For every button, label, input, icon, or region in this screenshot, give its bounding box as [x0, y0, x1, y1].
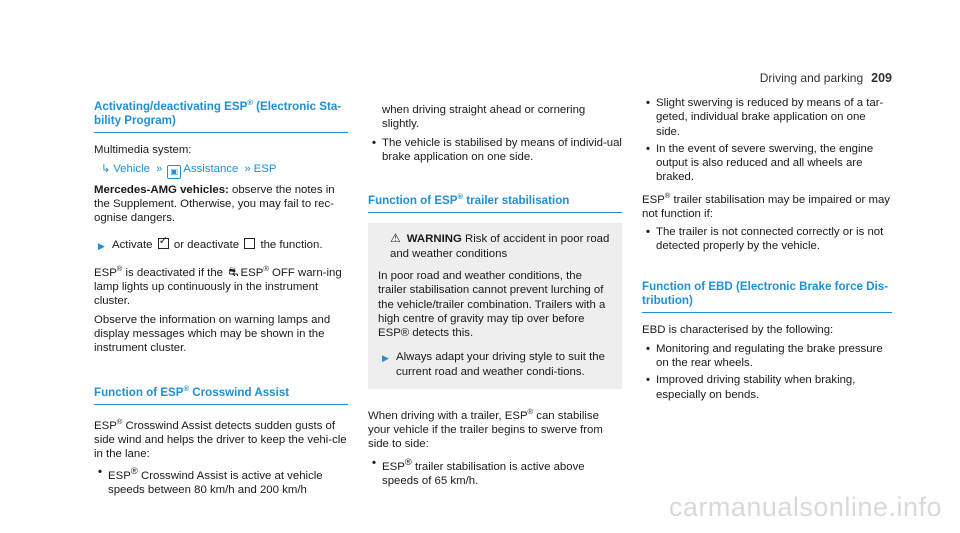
checkbox-checked-icon: [158, 238, 169, 249]
stabilise-list: [368, 136, 622, 165]
impaired-list: [642, 225, 892, 254]
path-assistance: Assistance: [183, 162, 239, 175]
column-3: [642, 96, 892, 406]
return-arrow-icon: ↳: [101, 162, 111, 175]
crosswind-list: [94, 465, 348, 497]
crosswind-text: ESP® Crosswind Assist detects sudden gusts of side wind and helps the driver to keep the vehi-cle in the lane:: [94, 416, 347, 461]
path-esp: ESP: [253, 162, 277, 175]
impaired-text: ESP® trailer stabilisation may be impaired or may not function if:: [642, 190, 890, 220]
swerving-list: [642, 96, 892, 185]
activation-step: ▶ Activate ✓ or deactivate the function.: [94, 238, 348, 252]
esp-warning-lamp-icon: ⛐: [228, 264, 239, 279]
heading-crosswind: Function of ESP® Crosswind Assist: [94, 382, 348, 405]
continued-text: when driving straight ahead or cornering slightly.: [382, 104, 586, 131]
page-header: [760, 71, 892, 85]
heading-trailer-stabilisation: Function of ESP® trailer stabilisation: [368, 190, 622, 213]
ebd-text: EBD is characterised by the following:: [642, 324, 834, 337]
warning-triangle-icon: ⚠: [390, 231, 401, 246]
car-icon: ▣: [167, 165, 181, 179]
watermark: carmanualsonline.info: [668, 492, 942, 522]
esp-off-text: ESP® is deactivated if the ⛐ ESP® OFF warn-ing lamp lights up continuously in the instrument cluster.: [94, 263, 342, 308]
list-item: • ESP® trailer stabilisation is active above speeds of 65 km/h.: [368, 456, 622, 488]
warning-box: [368, 223, 622, 389]
list-item: • Slight swerving is reduced by means of a tar-geted, individual brake application on one side.: [642, 96, 892, 139]
column-2: [368, 103, 622, 492]
warning-header: ⚠ WARNING Risk of accident in poor road and weather conditions: [390, 231, 610, 260]
list-item: • In the event of severe swerving, the engine output is also reduced and all wheels are braked.: [642, 142, 892, 185]
observe-text: Observe the information on warning lamps and display messages which may be shown in the instrument cluster.: [94, 313, 331, 355]
column-1: [94, 96, 348, 502]
page-number: 209: [871, 71, 892, 85]
heading-esp-activation: Activating/deactivating ESP® (Electronic Sta- bility Program): [94, 96, 348, 133]
step-triangle-icon: ▶: [98, 240, 105, 251]
amg-note: Mercedes-AMG vehicles: observe the notes in the Supplement. Otherwise, you may fail to rec-ognise dangers.: [94, 183, 335, 225]
warning-body: In poor road and weather conditions, the trailer stabilisation cannot prevent lurching of the vehicle/trailer combination. Trailers with a high centre of gravity may tip over before ESP® detects this.: [378, 269, 606, 340]
double-chevron-icon: »: [244, 162, 251, 175]
list-item: • ESP® Crosswind Assist is active at vehicle speeds between 80 km/h and 200 km/h: [94, 465, 348, 497]
trailer-list: [368, 456, 622, 488]
multimedia-label: Multimedia system:: [94, 144, 192, 157]
trailer-text: When driving with a trailer, ESP® can stabilise your vehicle if the trailer begins to swerve from side to side:: [368, 407, 603, 451]
heading-ebd: Function of EBD (Electronic Brake force Dis- tribution): [642, 280, 892, 314]
list-item: • The vehicle is stabilised by means of individ-ual brake application on one side.: [368, 136, 622, 165]
path-vehicle: Vehicle: [113, 162, 150, 175]
warning-step: ▶ Always adapt your driving style to suit the current road and weather condi-tions.: [382, 351, 605, 378]
menu-path: [98, 162, 348, 179]
step-triangle-icon: ▶: [382, 353, 389, 364]
list-item: • Monitoring and regulating the brake pressure on the rear wheels.: [642, 342, 892, 371]
checkbox-empty-icon: [244, 238, 255, 249]
list-item: • Improved driving stability when braking, especially on bends.: [642, 373, 892, 402]
list-item: • The trailer is not connected correctly or is not detected properly by the vehicle.: [642, 225, 892, 254]
double-chevron-icon: »: [156, 162, 163, 175]
section-title: Driving and parking: [759, 71, 864, 85]
ebd-list: [642, 342, 892, 402]
